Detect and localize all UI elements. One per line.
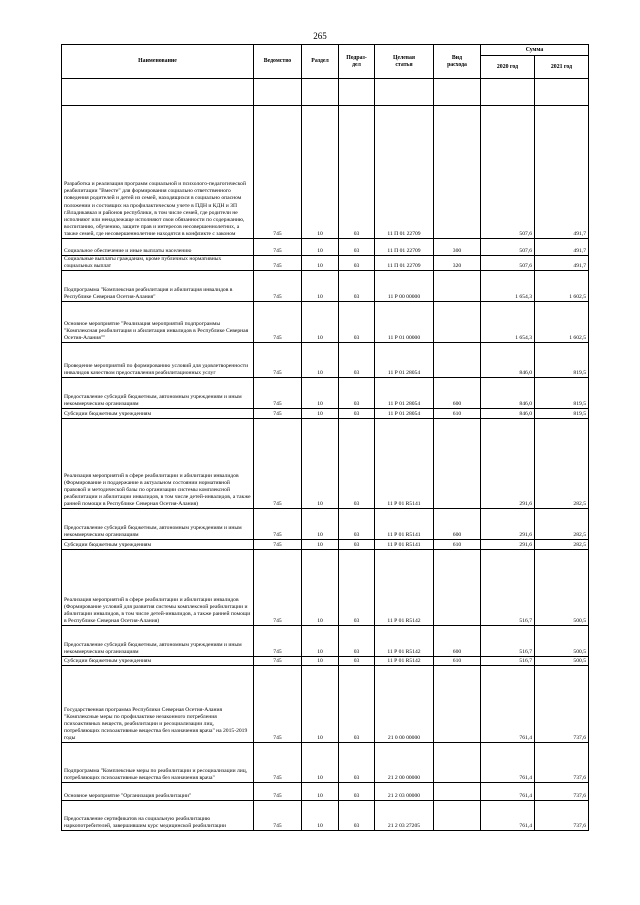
row-target: 21 0 00 00000 — [375, 666, 434, 743]
row-sum-2021: 819,5 — [535, 409, 589, 419]
table-row — [62, 419, 589, 509]
row-sum-2021: 491,7 — [535, 256, 589, 271]
budget-table — [61, 44, 589, 831]
row-sum-2021: 500,5 — [535, 657, 589, 666]
row-name: Социальные выплаты гражданам, кроме публичных нормативных социальных выплат — [62, 256, 254, 271]
row-name: Подпрограмма "Комплексная реабилитация и абилитация инвалидов в Республике Северная Осетия-Алания" — [62, 271, 254, 302]
row-subsection: 03 — [339, 419, 375, 509]
table-row — [62, 801, 589, 831]
row-exptype — [434, 550, 481, 626]
row-exptype: 600 — [434, 626, 481, 657]
row-target: 21 2 00 00000 — [375, 743, 434, 783]
row-exptype — [434, 106, 481, 239]
row-sum-2021: 282,5 — [535, 540, 589, 550]
row-target: 11 П 01 22709 — [375, 256, 434, 271]
row-sum-2020: 291,6 — [481, 509, 535, 540]
row-sum-2020: 507,6 — [481, 239, 535, 256]
row-section: 10 — [302, 239, 339, 256]
row-name: Социальное обеспечение и иные выплаты населению — [62, 239, 254, 256]
row-sum-2021: 737,6 — [535, 666, 589, 743]
row-target: 21 2 03 27205 — [375, 801, 434, 831]
row-dept: 745 — [254, 550, 302, 626]
table-row — [62, 271, 589, 302]
row-name: Реализация мероприятий в сфере реабилитации и абилитации инвалидов (Формирование и поддержание в актуальном состоянии нормативной правовой и методической базы по организации системы комплексной реабилитации и абилитации инвалидов, в том числе детей-инвалидов, а также ранней помощи в Республике Северная Осетия-Алания) — [62, 419, 254, 509]
row-section: 10 — [302, 343, 339, 378]
row-target: 11 Р 01 R5141 — [375, 540, 434, 550]
row-section: 10 — [302, 509, 339, 540]
row-sum-2021: 737,6 — [535, 801, 589, 831]
row-exptype — [434, 743, 481, 783]
row-exptype: 610 — [434, 540, 481, 550]
row-exptype: 320 — [434, 256, 481, 271]
row-dept: 745 — [254, 239, 302, 256]
row-name: Разработка и реализация программ социальной и психолого-педагогической реабилитации "Вместе" для формирования социально ответственного поведения родителей и детей из семей, находящихся в социально опасном положении и состоящих на профилактическом учете в ПДН и КДН и ЗП г.Владикавказ и районов республики, в том числе семей, где родители не исполняют или ненадлежаще исполняют свои обязанности по содержанию, воспитанию, обучению, защите прав и интересов несовершеннолетних, а также семей, где несовершеннолетние находятся в конфликте с законом — [62, 106, 254, 239]
row-subsection: 03 — [339, 271, 375, 302]
header-subsection: Подраз- дел — [339, 45, 375, 79]
row-exptype — [434, 302, 481, 343]
header-year-2021: 2021 год — [535, 56, 589, 79]
row-section: 10 — [302, 540, 339, 550]
row-target: 11 Р 01 28054 — [375, 378, 434, 409]
row-sum-2020: 761,4 — [481, 666, 535, 743]
row-target: 11 Р 01 00000 — [375, 302, 434, 343]
row-name: Основное мероприятие "Реализация мероприятий подпрограммы "Комплексная реабилитация и абилитация инвалидов в Республике Северная Осетия-Алания"" — [62, 302, 254, 343]
header-year-2020: 2020 год — [481, 56, 535, 79]
header-section: Раздел — [302, 45, 339, 79]
row-dept: 745 — [254, 106, 302, 239]
row-name: Реализация мероприятий в сфере реабилитации и абилитации инвалидов (Формирование условий для развития системы комплексной реабилитации и абилитации инвалидов, в том числе детей-инвалидов, а также ранней помощи в Республике Северная Осетия-Алания) — [62, 550, 254, 626]
row-target: 11 Р 00 00000 — [375, 271, 434, 302]
header-name: Наименование — [62, 45, 254, 79]
row-name: Основное мероприятие "Организация реабилитации" — [62, 783, 254, 801]
row-sum-2021: 500,5 — [535, 626, 589, 657]
row-name: Предоставление субсидий бюджетным, автономным учреждениям и иным некоммерческим организациям — [62, 378, 254, 409]
row-sum-2020: 516,7 — [481, 626, 535, 657]
row-target: 11 Р 01 R5141 — [375, 509, 434, 540]
row-exptype — [434, 419, 481, 509]
table-row — [62, 743, 589, 783]
table-row — [62, 343, 589, 378]
row-name: Предоставление сертификатов на социальную реабилитацию наркопотребителей, завершившим курс медицинской реабилитации — [62, 801, 254, 831]
row-section: 10 — [302, 801, 339, 831]
row-dept: 745 — [254, 256, 302, 271]
table-body — [62, 106, 589, 831]
row-section: 10 — [302, 409, 339, 419]
row-subsection: 03 — [339, 783, 375, 801]
row-section: 10 — [302, 666, 339, 743]
row-section: 10 — [302, 626, 339, 657]
table-row — [62, 540, 589, 550]
row-subsection: 03 — [339, 256, 375, 271]
row-exptype: 600 — [434, 378, 481, 409]
row-dept: 745 — [254, 783, 302, 801]
row-dept: 745 — [254, 801, 302, 831]
row-dept: 745 — [254, 302, 302, 343]
row-section: 10 — [302, 550, 339, 626]
row-subsection: 03 — [339, 666, 375, 743]
row-name: Проведение мероприятий по формированию условий для удовлетворенности инвалидов качеством предоставления реабилитационных услуг — [62, 343, 254, 378]
row-dept: 745 — [254, 626, 302, 657]
page-number: 265 — [313, 31, 327, 41]
row-section: 10 — [302, 256, 339, 271]
row-sum-2021: 491,7 — [535, 106, 589, 239]
row-name: Предоставление субсидий бюджетным, автономным учреждениям и иным некоммерческим организациям — [62, 626, 254, 657]
row-sum-2021: 737,6 — [535, 743, 589, 783]
row-exptype: 610 — [434, 657, 481, 666]
row-dept: 745 — [254, 657, 302, 666]
row-subsection: 03 — [339, 626, 375, 657]
table-row — [62, 783, 589, 801]
row-exptype — [434, 801, 481, 831]
row-subsection: 03 — [339, 409, 375, 419]
row-subsection: 03 — [339, 550, 375, 626]
row-subsection: 03 — [339, 657, 375, 666]
row-section: 10 — [302, 106, 339, 239]
row-section: 10 — [302, 783, 339, 801]
row-sum-2021: 819,5 — [535, 378, 589, 409]
row-sum-2021: 282,5 — [535, 509, 589, 540]
row-name: Государственная программа Республики Северная Осетия-Алания "Комплексные меры по профилактике незаконного потребления психоактивных веществ, реабилитации и ресоциализации лиц, потребляющих психоактивные вещества без назначения врача" на 2015-2019 годы — [62, 666, 254, 743]
row-dept: 745 — [254, 378, 302, 409]
table-row — [62, 550, 589, 626]
row-sum-2021: 282,5 — [535, 419, 589, 509]
row-dept: 745 — [254, 666, 302, 743]
row-sum-2021: 491,7 — [535, 239, 589, 256]
table-row — [62, 409, 589, 419]
row-subsection: 03 — [339, 743, 375, 783]
row-subsection: 03 — [339, 302, 375, 343]
row-exptype — [434, 783, 481, 801]
row-name: Подпрограмма "Комплексные меры по реабилитации и ресоциализации лиц, потребляющих психоактивные вещества без назначения врача" — [62, 743, 254, 783]
table-row — [62, 239, 589, 256]
row-sum-2020: 516,7 — [481, 550, 535, 626]
row-sum-2020: 1 654,3 — [481, 302, 535, 343]
row-section: 10 — [302, 378, 339, 409]
row-dept: 745 — [254, 419, 302, 509]
row-dept: 745 — [254, 540, 302, 550]
row-dept: 745 — [254, 509, 302, 540]
row-exptype — [434, 271, 481, 302]
row-target: 11 Р 01 28054 — [375, 409, 434, 419]
row-exptype — [434, 666, 481, 743]
row-sum-2020: 1 654,3 — [481, 271, 535, 302]
table-row — [62, 509, 589, 540]
row-sum-2020: 291,6 — [481, 419, 535, 509]
row-subsection: 03 — [339, 343, 375, 378]
header-sum: Сумма — [481, 45, 589, 56]
row-sum-2020: 507,6 — [481, 256, 535, 271]
row-subsection: 03 — [339, 801, 375, 831]
row-sum-2020: 507,6 — [481, 106, 535, 239]
row-exptype: 610 — [434, 409, 481, 419]
row-name: Субсидии бюджетным учреждениям — [62, 540, 254, 550]
row-name: Субсидии бюджетным учреждениям — [62, 657, 254, 666]
header-exptype: Вид расхода — [434, 45, 481, 79]
row-dept: 745 — [254, 343, 302, 378]
row-sum-2020: 516,7 — [481, 657, 535, 666]
row-name: Субсидии бюджетным учреждениям — [62, 409, 254, 419]
row-dept: 745 — [254, 271, 302, 302]
row-subsection: 03 — [339, 239, 375, 256]
row-target: 11 Р 01 R5141 — [375, 419, 434, 509]
header-dept: Ведомство — [254, 45, 302, 79]
header-target: Целевая статья — [375, 45, 434, 79]
row-target: 11 Р 01 R5142 — [375, 657, 434, 666]
row-section: 10 — [302, 743, 339, 783]
row-sum-2021: 1 602,5 — [535, 302, 589, 343]
row-section: 10 — [302, 657, 339, 666]
row-target: 11 Р 01 R5142 — [375, 550, 434, 626]
row-sum-2020: 761,4 — [481, 743, 535, 783]
table-row — [62, 256, 589, 271]
row-dept: 745 — [254, 409, 302, 419]
row-target: 11 Р 01 R5142 — [375, 626, 434, 657]
table-row — [62, 106, 589, 239]
table-row — [62, 626, 589, 657]
row-sum-2021: 819,5 — [535, 343, 589, 378]
table-row — [62, 657, 589, 666]
row-section: 10 — [302, 302, 339, 343]
table-row — [62, 378, 589, 409]
row-subsection: 03 — [339, 106, 375, 239]
row-section: 10 — [302, 271, 339, 302]
row-sum-2021: 1 602,5 — [535, 271, 589, 302]
row-dept: 745 — [254, 743, 302, 783]
row-sum-2021: 737,6 — [535, 783, 589, 801]
row-sum-2020: 761,4 — [481, 801, 535, 831]
row-target: 11 П 01 22709 — [375, 239, 434, 256]
row-exptype: 300 — [434, 239, 481, 256]
row-subsection: 03 — [339, 540, 375, 550]
row-sum-2020: 846,0 — [481, 343, 535, 378]
row-target: 11 П 01 22709 — [375, 106, 434, 239]
table-row — [62, 302, 589, 343]
row-exptype: 600 — [434, 509, 481, 540]
row-sum-2020: 761,4 — [481, 783, 535, 801]
row-sum-2020: 846,0 — [481, 378, 535, 409]
row-sum-2021: 500,5 — [535, 550, 589, 626]
row-sum-2020: 291,6 — [481, 540, 535, 550]
row-target: 11 Р 01 28054 — [375, 343, 434, 378]
row-subsection: 03 — [339, 378, 375, 409]
row-exptype — [434, 343, 481, 378]
row-sum-2020: 846,0 — [481, 409, 535, 419]
row-section: 10 — [302, 419, 339, 509]
row-name: Предоставление субсидий бюджетным, автономным учреждениям и иным некоммерческим организациям — [62, 509, 254, 540]
row-target: 21 2 03 00000 — [375, 783, 434, 801]
header-spacer-row — [62, 79, 589, 106]
row-subsection: 03 — [339, 509, 375, 540]
table-row — [62, 666, 589, 743]
